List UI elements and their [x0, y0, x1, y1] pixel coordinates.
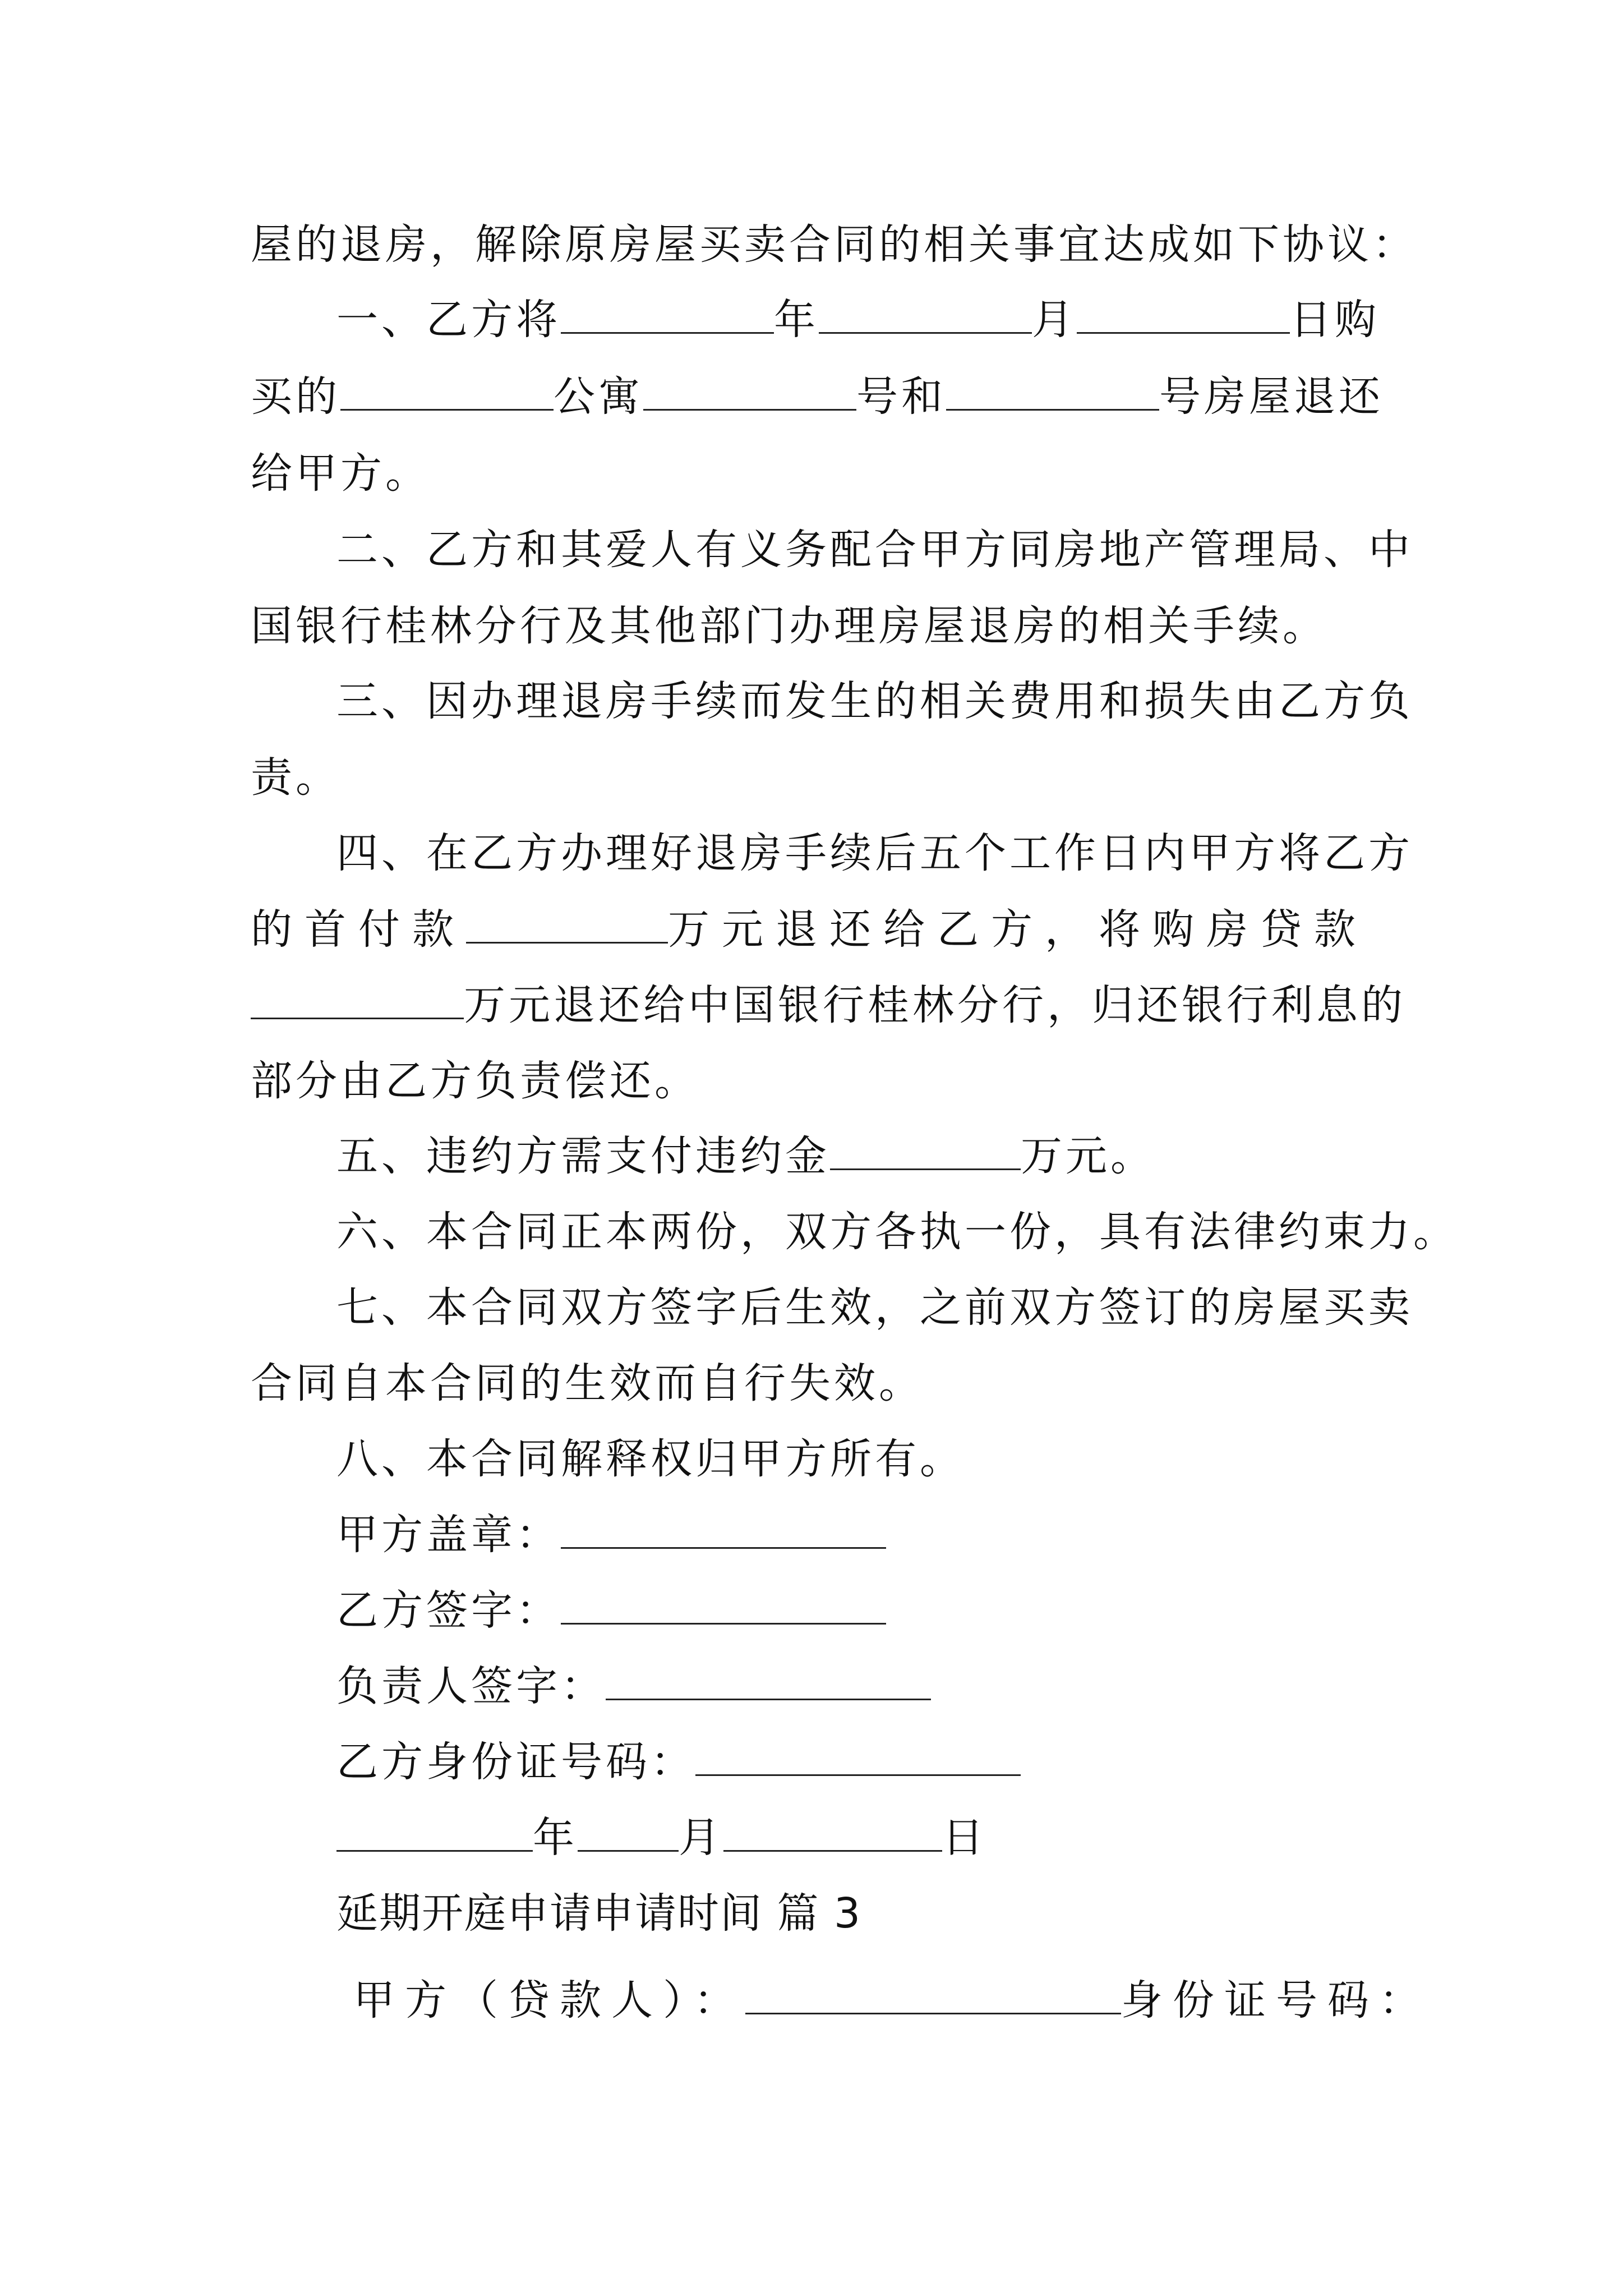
party-a-seal-line — [336, 1507, 1469, 1563]
clause-1-line-1 — [336, 292, 1469, 348]
fill-blank — [830, 1131, 1021, 1170]
clause-1-line-2 — [251, 369, 1384, 425]
clause-3-line-2 — [251, 749, 1384, 806]
text: 月 — [679, 1814, 723, 1862]
text: 甲方盖章： — [336, 1511, 561, 1559]
text: 年 — [533, 1814, 578, 1862]
text: 日 — [942, 1814, 987, 1862]
clause-2-line-2 — [251, 598, 1384, 654]
text: 责。 — [251, 753, 340, 802]
fill-blank — [606, 1662, 931, 1700]
clause-6-line — [336, 1204, 1469, 1260]
party-b-signature-line — [336, 1582, 1469, 1639]
text: 五、违约方需支付违约金 — [336, 1132, 830, 1180]
text: 月 — [1032, 296, 1077, 344]
text: 万元退还给乙方，将购房贷款 — [668, 905, 1368, 954]
date-line — [336, 1810, 1469, 1866]
text: 国银行桂林分行及其他部门办理房屋退房的相关手续。 — [251, 602, 1327, 650]
clause-2-line-1 — [336, 522, 1469, 578]
fill-blank — [695, 1737, 1021, 1776]
text: 延期开庭申请申请时间 篇 3 — [336, 1889, 862, 1938]
clause-8-line — [336, 1431, 1469, 1487]
text: 六、本合同正本两份，双方各执一份，具有法律约束力。 — [336, 1208, 1458, 1256]
text: 一、乙方将 — [336, 296, 561, 344]
fill-blank — [745, 1976, 1121, 2014]
clause-4-line-1 — [336, 825, 1469, 881]
text: 负责人签字： — [336, 1662, 606, 1710]
text: 乙方签字： — [336, 1586, 561, 1635]
fill-blank — [578, 1813, 679, 1852]
clause-4-line-2 — [251, 901, 1384, 958]
text: 年 — [774, 296, 819, 344]
text: 公寓 — [554, 372, 643, 421]
text: 部分由乙方负责偿还。 — [251, 1057, 699, 1105]
fill-blank — [561, 295, 774, 334]
clause-7-line-2 — [251, 1355, 1384, 1411]
party-b-id-line — [336, 1734, 1469, 1790]
text: 屋的退房，解除原房屋买卖合同的相关事宜达成如下协议： — [251, 220, 1417, 269]
text: 号和 — [856, 372, 946, 421]
text: 号房屋退还 — [1159, 372, 1384, 421]
text: 给甲方。 — [251, 449, 430, 498]
fill-blank — [643, 372, 856, 411]
text: 七、本合同双方签字后生效，之前双方签订的房屋买卖 — [336, 1283, 1413, 1332]
fill-blank — [561, 1510, 886, 1549]
responsible-signature-line — [336, 1658, 1469, 1714]
fill-blank — [561, 1586, 886, 1625]
text: 二、乙方和其爱人有义务配合甲方同房地产管理局、中 — [336, 526, 1413, 574]
fill-blank — [336, 1813, 533, 1852]
text: 日购 — [1290, 296, 1380, 344]
fill-blank — [819, 295, 1032, 334]
clause-1-line-3 — [251, 445, 1384, 501]
fill-blank — [946, 372, 1159, 411]
text: 合同自本合同的生效而自行失效。 — [251, 1359, 924, 1407]
text: 的首付款 — [251, 905, 466, 954]
text: 八、本合同解释权归甲方所有。 — [336, 1435, 965, 1483]
section-heading — [336, 1885, 1469, 1941]
clause-3-line-1 — [336, 673, 1469, 729]
fill-blank — [251, 981, 464, 1019]
fill-blank — [1077, 295, 1290, 334]
text: 万元退还给中国银行桂林分行，归还银行利息的 — [464, 981, 1406, 1029]
text: 甲方（贷款人）： — [353, 1976, 745, 2024]
text: 四、在乙方办理好退房手续后五个工作日内甲方将乙方 — [336, 829, 1413, 877]
clause-7-line-1 — [336, 1280, 1469, 1336]
clause-4-line-4 — [251, 1053, 1384, 1109]
text: 身份证号码： — [1121, 1976, 1431, 2024]
fill-blank — [723, 1813, 942, 1852]
text: 万元。 — [1021, 1132, 1155, 1180]
text: 三、因办理退房手续而发生的相关费用和损失由乙方负 — [336, 677, 1413, 725]
text: 乙方身份证号码： — [336, 1738, 695, 1786]
text: 买的 — [251, 372, 340, 421]
paragraph-line — [251, 217, 1417, 273]
fill-blank — [466, 905, 668, 944]
fill-blank — [340, 372, 554, 411]
clause-5-line — [336, 1128, 1469, 1184]
clause-4-line-3 — [251, 977, 1406, 1033]
lender-line — [353, 1972, 1431, 2028]
